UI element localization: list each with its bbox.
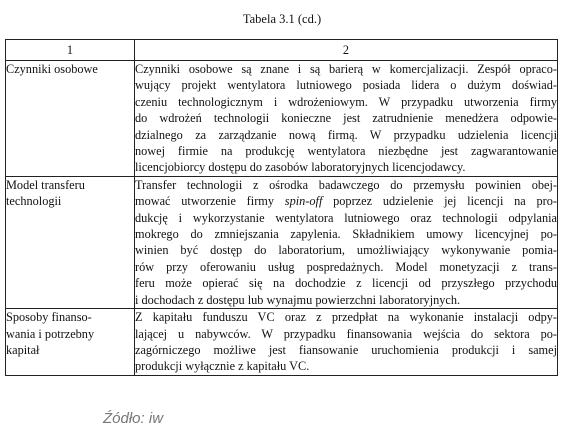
description-line: nowej firmie na produkcję wentylatora niezbędne jest zagwarantowanie	[135, 144, 557, 159]
data-table	[5, 39, 558, 376]
description-line: feru może opierać się na dochodzie z licencji od przyszłego przychodu	[135, 276, 557, 291]
row-description	[135, 309, 558, 376]
table-caption: Tabela 3.1 (cd.)	[242, 12, 322, 26]
source-note: Źódło: iw	[103, 410, 164, 427]
table-row	[6, 309, 558, 376]
row-label-line: Czynniki osobowe	[6, 62, 98, 76]
row-label	[6, 61, 135, 177]
description-line: i dochodach z dostępu lub wynajmu powierzchni laboratoryjnych.	[135, 292, 461, 307]
description-line: produkcji wyłącznie z kapitału VC.	[135, 359, 310, 374]
description-line: do wdrożeń technologii konieczne jest zatrudnienie menedżera odpowie-	[135, 111, 557, 126]
column-header-1: 1	[6, 40, 135, 61]
table-row	[6, 61, 558, 177]
table-row	[6, 176, 558, 308]
description-line: dukcję i wykorzystanie wentylatora lutniowego oraz technologii odpylania	[135, 210, 557, 225]
description-line: mować utworzenie firmy spin-off poprzez udzielenie jej licencji na pro-	[135, 194, 557, 209]
description-line: Z kapitału funduszu VC oraz z przedpłat na wykonanie instalacji odpy-	[135, 310, 557, 325]
description-line: wujący projekt wentylatora lutniowego posiada lidera o dużym doświad-	[135, 78, 557, 93]
row-label-line: Model transferu	[6, 177, 85, 192]
description-line: zagórniczego możliwe jest fiansowanie uruchomienia produkcji i samej	[135, 342, 557, 357]
row-description	[135, 176, 558, 308]
column-header-2: 2	[135, 40, 558, 61]
description-line: licencjobiorcy dostępu do zasobów laboratoryjnych licencjodawcy.	[135, 160, 466, 175]
row-description	[135, 61, 558, 177]
description-line: lającej u nabywców. W przypadku finansowania wejścia do sektora po-	[135, 326, 557, 341]
description-line: rów przy oferowaniu usług pospredażnych. Model monetyzacji z trans-	[135, 259, 557, 274]
description-line: winien być dostęp do laboratorium, umożliwiający wykonywanie pomia-	[135, 243, 557, 258]
row-label-line: Sposoby finanso-	[6, 310, 92, 325]
row-label	[6, 309, 135, 376]
row-label-line: kapitał	[6, 342, 40, 357]
description-line: mokrego do zmniejszania zapylenia. Składnikiem umowy licencyjnej po-	[135, 227, 557, 242]
row-label-line: wania i potrzebny	[6, 326, 95, 341]
description-line: czeniu technologicznym i wdrożeniowym. W przypadku utworzenia firmy	[135, 94, 557, 109]
description-line: Transfer technologii z ośrodka badawczego do przemysłu powinien obej-	[135, 177, 557, 192]
row-label-line: technologii	[6, 194, 62, 209]
description-line: Czynniki osobowe są znane i są barierą w komercjalizacji. Zespół opraco-	[135, 62, 557, 76]
italic-term: spin-off	[284, 194, 323, 209]
table-header-row	[6, 40, 558, 61]
row-label	[6, 176, 135, 308]
description-line: dzialnego za zarządzanie nową firmą. W przypadku udzielenia licencji	[135, 127, 557, 142]
